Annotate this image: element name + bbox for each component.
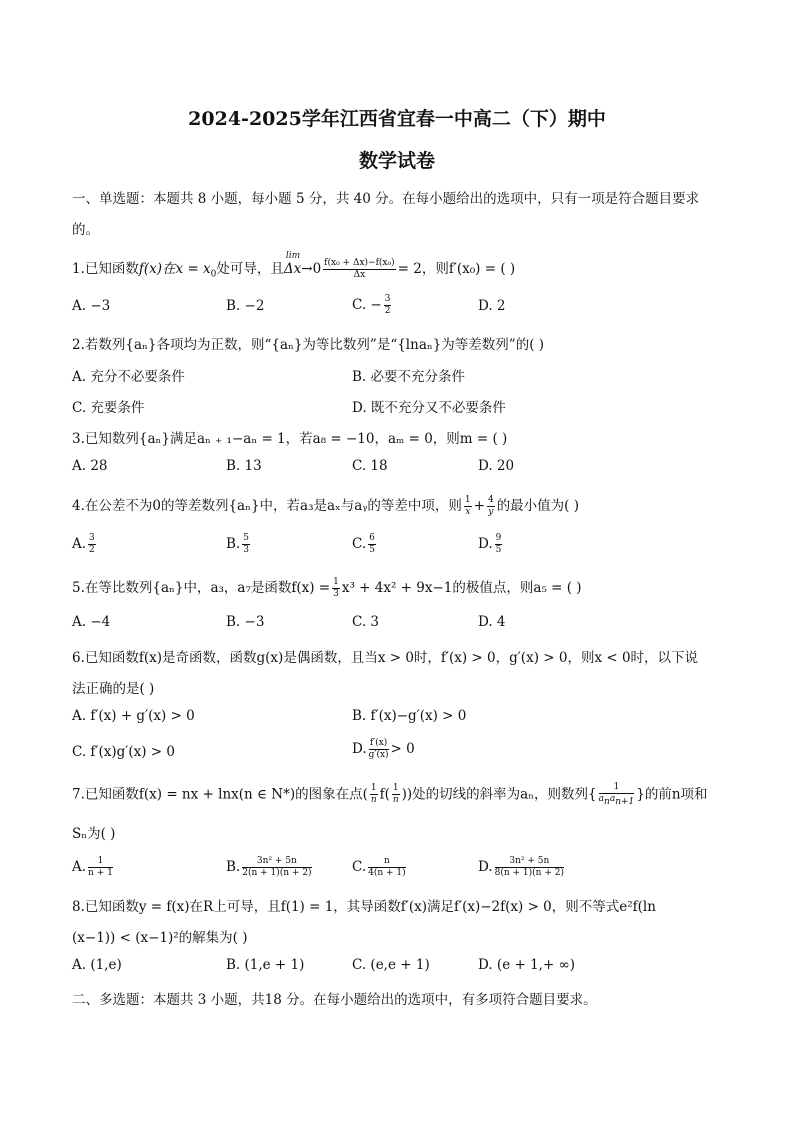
q5-option-d: D. 4 <box>478 614 506 630</box>
q7-option-b: B. $\frac{\text{3n² + 5n}}{2(n + 1)(n + 2)}$ <box>226 856 312 878</box>
q6-option-b: B. f′(x)−g′(x) > 0 <box>352 708 467 724</box>
q3-option-a: A. 28 <box>72 458 108 474</box>
q8-option-b: B. (1,e + 1) <box>226 957 305 973</box>
page-subtitle: 数学试卷 <box>358 150 435 172</box>
q2-option-d: D. 既不充分又不必要条件 <box>352 400 506 416</box>
question-6-line2: 法正确的是( ) <box>72 681 155 697</box>
q8-option-a: A. (1,e) <box>72 957 122 973</box>
section2-heading: 二、多选题：本题共 3 小题，共18 分。在每小题给出的选项中，有多项符合题目要求。 <box>72 992 597 1008</box>
q1-option-b: B. −2 <box>226 298 265 314</box>
q3-option-c: C. 18 <box>352 458 388 474</box>
question-4: 4.在公差不为0的等差数列{aₙ}中，若a₃是aₓ与aᵧ的等差中项，则 $\frac{1}{x}$ + $\frac{4}{y}$ 的最小值为( ) <box>72 495 580 517</box>
q3-option-d: D. 20 <box>478 458 515 474</box>
q7-option-a: A. $\frac{1}{n + 1}$ <box>72 856 113 878</box>
question-6-line1: 6.已知函数f(x)是奇函数，函数g(x)是偶函数，且当x > 0时，f′(x) > 0，g′(x) > 0，则x < 0时，以下说 <box>72 650 699 666</box>
q2-option-b: B. 必要不充分条件 <box>352 369 466 385</box>
q3-option-b: B. 13 <box>226 458 262 474</box>
q7-option-c: C. $\frac{n}{4(n + 1)}$ <box>352 856 406 878</box>
question-8-line2: (x−1)) < (x−1)²的解集为( ) <box>72 930 248 946</box>
page-title: 2024-2025学年江西省宜春一中高二（下）期中 <box>188 108 606 130</box>
q6-option-d: D. $\frac{f'(x)}{g'(x)}$ > 0 <box>352 738 415 760</box>
q5-option-a: A. −4 <box>72 614 111 630</box>
q4-option-b: B. $\frac{5}{3}$ <box>226 533 249 555</box>
question-5: 5.在等比数列{aₙ}中，a₃，a₇是函数f(x) = $\frac{1}{3}$ x³ + 4x² + 9x−1的极值点，则a₅ = ( ) <box>72 577 582 599</box>
q6-option-c: C. f′(x)g′(x) > 0 <box>72 744 175 760</box>
question-3: 3.已知数列{aₙ}满足aₙ ₊ ₁−aₙ = 1，若a₈ = −10，aₘ = 0，则m = ( ) <box>72 431 508 447</box>
q4-option-d: D. $\frac{9}{5}$ <box>478 533 502 555</box>
q5-option-b: B. −3 <box>226 614 265 630</box>
q1-option-c: C. − $\frac{3}{2}$ <box>352 294 391 316</box>
q5-option-c: C. 3 <box>352 614 380 630</box>
q7-option-d: D. $\frac{\text{3n² + 5n}}{8(n + 1)(n + 2)}$ <box>478 856 564 878</box>
q2-option-a: A. 充分不必要条件 <box>72 369 185 385</box>
q4-option-c: C. $\frac{6}{5}$ <box>352 533 375 555</box>
question-2: 2.若数列{aₙ}各项均为正数，则“{aₙ}为等比数列”是“{lnaₙ}为等差数列”的( ) <box>72 337 545 353</box>
question-8-line1: 8.已知函数y = f(x)在R上可导，且f(1) = 1，其导函数f′(x)满足f′(x)−2f(x) > 0，则不等式e²f(ln <box>72 899 656 915</box>
section1-heading-line1: 一、单选题：本题共 8 小题，每小题 5 分，共 40 分。在每小题给出的选项中，只有一项是符合题目要求 <box>72 191 700 207</box>
question-7-line2: Sₙ为( ) <box>72 826 116 842</box>
question-7-line1: 7.已知函数f(x) = nx + lnx(n ∈ N*)的图象在点( $\frac{1}{n}$ f( $\frac{1}{n}$ ))处的切线的斜率为aₙ，则数列{ $\frac{1}{a_na_{n+1}}$ }的前n项和 <box>72 782 708 807</box>
q2-option-c: C. 充要条件 <box>72 400 145 416</box>
section1-heading-line2: 的。 <box>72 222 99 238</box>
question-1: 1.已知函数f(x)在$x = x_0$处可导，且 lim Δx→0 $\frac{\text{f(x₀ + Δx)−f(x₀)}}{\Delta x}$ = 2，则f′(x₀) = ( ) <box>72 251 516 280</box>
q1-option-d: D. 2 <box>478 298 506 314</box>
q4-option-a: A. $\frac{3}{2}$ <box>72 533 95 555</box>
q8-option-d: D. (e + 1,+ ∞) <box>478 957 576 973</box>
q1-option-a: A. −3 <box>72 298 111 314</box>
q8-option-c: C. (e,e + 1) <box>352 957 430 973</box>
q6-option-a: A. f′(x) + g′(x) > 0 <box>72 708 195 724</box>
